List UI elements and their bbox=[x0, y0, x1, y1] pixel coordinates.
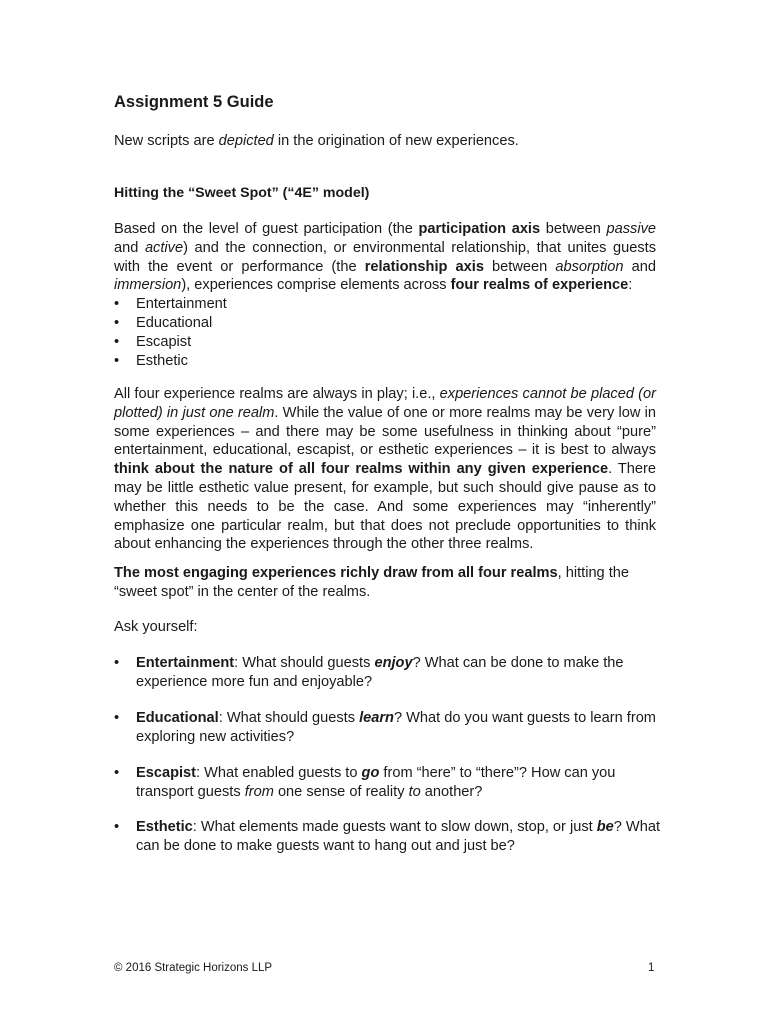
footer-page-number: 1 bbox=[648, 962, 655, 974]
sweet-spot-paragraph: The most engaging experiences richly draw from all four realms, hitting the “sweet spot” in the center of the realms. bbox=[114, 565, 630, 600]
question-educational: • Educational: What should guests learn? What do you want guests to learn from exploring new activities? bbox=[114, 710, 656, 745]
ask-yourself-label: Ask yourself: bbox=[114, 619, 198, 635]
list-item: • Educational bbox=[114, 314, 213, 331]
list-item: • Entertainment bbox=[114, 296, 227, 313]
realms-intro-paragraph: Based on the level of guest participation (the participation axis between passive and active) and the connection, or environmental relationship, that unites guests with the event or performance (the relationship axis between absorption and immersion), experiences comprise elements across four realms of experience: • Entertainment • Educational • Escapist • Esthetic bbox=[114, 221, 657, 369]
list-item: • Escapist bbox=[114, 333, 192, 350]
footer-copyright: © 2016 Strategic Horizons LLP bbox=[114, 962, 273, 974]
question-entertainment: • Entertainment: What should guests enjoy? What can be done to make the experience more fun and enjoyable? bbox=[114, 655, 624, 690]
realms-in-play-paragraph: All four experience realms are always in play; i.e., experiences cannot be placed (or plotted) in just one realm. While the value of one or more realms may be very low in some experiences – and there may be some usefulness in thinking about “pure” entertainment, educational, escapist, or esthetic experiences – it is best to always think about the nature of all four realms within any given experience. There may be little esthetic value present, for example, but such should give pause as to whether this needs to be the case. And some experiences may “inherently” emphasize one particular realm, but that does not preclude opportunities to think about enhancing the experiences through the other three realms. bbox=[114, 386, 656, 553]
intro-paragraph: New scripts are depicted in the origination of new experiences. bbox=[114, 133, 519, 149]
list-item: • Esthetic bbox=[114, 352, 188, 369]
section-heading: Hitting the “Sweet Spot” (“4E” model) bbox=[114, 185, 370, 201]
question-escapist: • Escapist: What enabled guests to go from “here” to “there”? How can you transport guests from one sense of reality to another? bbox=[114, 765, 616, 800]
realms-list bbox=[114, 295, 656, 370]
question-esthetic: • Esthetic: What elements made guests want to slow down, stop, or just be? What can be done to make guests want to hang out and just be? bbox=[114, 819, 660, 854]
page-title: Assignment 5 Guide bbox=[114, 93, 274, 111]
